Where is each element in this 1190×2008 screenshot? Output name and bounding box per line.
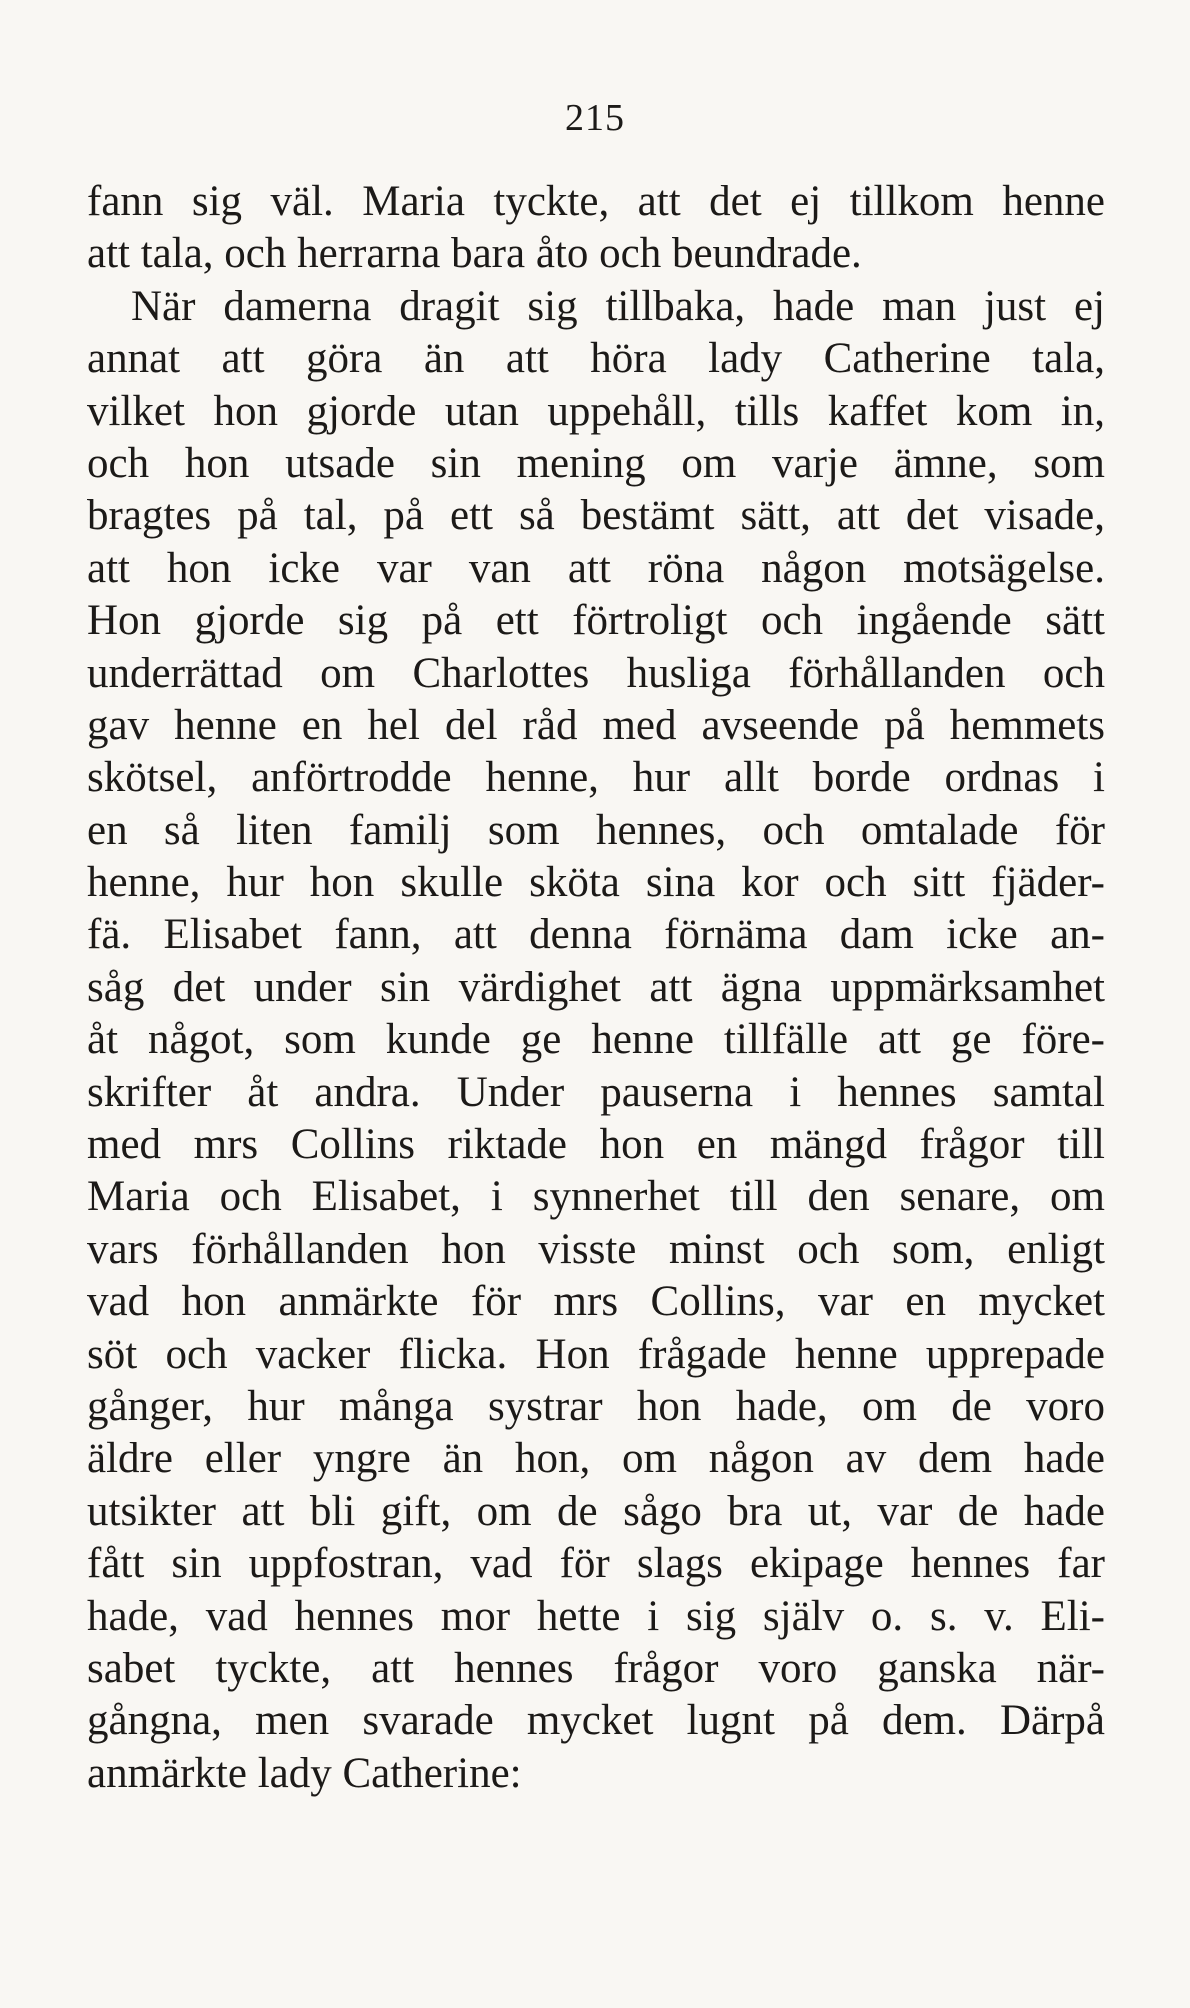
text-line: gav henne en hel del råd med avseende på hemmets <box>87 701 1105 749</box>
text-line: När damerna dragit sig tillbaka, hade man just ej <box>131 282 1105 330</box>
page-number: 215 <box>565 97 625 139</box>
text-line: äldre eller yngre än hon, om någon av dem hade <box>87 1435 1105 1483</box>
text-line: gånger, hur många systrar hon hade, om de voro <box>87 1382 1105 1430</box>
body-text <box>87 176 1105 1800</box>
text-line: åt något, som kunde ge henne tillfälle att ge före- <box>87 1016 1105 1064</box>
text-line: hade, vad hennes mor hette i sig själv o. s. v. Eli- <box>87 1592 1105 1640</box>
text-line: annat att göra än att höra lady Catherine tala, <box>87 335 1105 383</box>
text-line: Hon gjorde sig på ett förtroligt och ingående sätt <box>87 597 1105 645</box>
text-line: att tala, och herrarna bara åto och beundrade. <box>87 230 862 278</box>
text-line: fann sig väl. Maria tyckte, att det ej tillkom henne <box>87 178 1105 225</box>
text-line: skötsel, anförtrodde henne, hur allt borde ordnas i <box>87 754 1105 802</box>
text-line: bragtes på tal, på ett så bestämt sätt, att det visade, <box>87 492 1105 540</box>
text-line: vad hon anmärkte för mrs Collins, var en mycket <box>87 1278 1105 1326</box>
text-line: utsikter att bli gift, om de sågo bra ut, var de hade <box>87 1487 1105 1535</box>
text-line: fä. Elisabet fann, att denna förnäma dam icke an- <box>87 911 1105 959</box>
text-line: sabet tyckte, att hennes frågor voro ganska när- <box>87 1644 1105 1692</box>
text-line: underrättad om Charlottes husliga förhållanden och <box>87 649 1105 697</box>
text-line: att hon icke var van att röna någon motsägelse. <box>87 544 1105 592</box>
text-line: fått sin uppfostran, vad för slags ekipage hennes far <box>87 1540 1105 1588</box>
text-line: såg det under sin värdighet att ägna uppmärksamhet <box>87 963 1105 1011</box>
text-line: gångna, men svarade mycket lugnt på dem. Därpå <box>87 1697 1105 1745</box>
text-line: en så liten familj som hennes, och omtalade för <box>87 806 1105 854</box>
text-line: Maria och Elisabet, i synnerhet till den senare, om <box>87 1173 1105 1221</box>
text-line: och hon utsade sin mening om varje ämne, som <box>87 439 1105 487</box>
text-line: henne, hur hon skulle sköta sina kor och sitt fjäder- <box>87 859 1105 907</box>
text-line: skrifter åt andra. Under pauserna i hennes samtal <box>87 1068 1105 1116</box>
text-line: vars förhållanden hon visste minst och som, enligt <box>87 1225 1105 1273</box>
text-line: vilket hon gjorde utan uppehåll, tills kaffet kom in, <box>87 387 1105 435</box>
text-line: söt och vacker flicka. Hon frågade henne upprepade <box>87 1330 1105 1378</box>
text-line: med mrs Collins riktade hon en mängd frågor till <box>87 1121 1105 1169</box>
text-line: anmärkte lady Catherine: <box>87 1749 522 1797</box>
